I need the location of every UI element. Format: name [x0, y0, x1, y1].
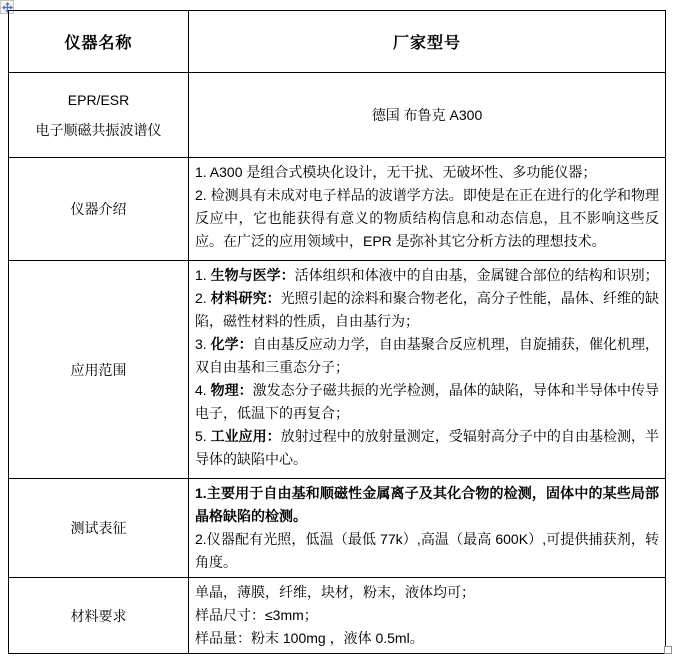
- table-resize-handle[interactable]: [664, 646, 672, 654]
- characterization-row: [9, 479, 666, 578]
- introduction-cell: [189, 158, 666, 261]
- header-manufacturer-model: 厂家型号: [189, 11, 666, 73]
- instrument-spec-table: [8, 10, 666, 654]
- list-item: 单晶，薄膜，纤维，块材，粉末，液体均可；: [195, 584, 475, 600]
- list-item: 1.主要用于自由基和顺磁性金属离子及其化合物的检测，固体中的某些局部晶格缺陷的检测。: [195, 485, 659, 524]
- intro-row: [9, 158, 666, 261]
- list-item: 4. 物理：激发态分子磁共振的光学检测，晶体的缺陷，导体和半导体中传导电子，低温下的再复合；: [195, 382, 660, 421]
- list-item: 2.仪器配有光照，低温（最低 77k）,高温（最高 600K）,可提供捕获剂，转角度。: [195, 531, 659, 570]
- characterization-cell: [189, 479, 666, 578]
- instrument-name-en: EPR/ESR: [67, 92, 130, 108]
- list-item: 3. 化学：自由基反应动力学，自由基聚合反应机理，自旋捕获，催化机理，双自由基和三重态分子；: [195, 336, 660, 375]
- application-row: [9, 261, 666, 479]
- list-item: 样品尺寸：≤3mm；: [195, 607, 318, 623]
- manufacturer-model-cell: 德国 布鲁克 A300: [189, 73, 666, 158]
- material-row: [9, 578, 666, 654]
- list-item: 2. 检测具有未成对电子样品的波谱学方法。即使是在正在进行的化学和物理反应中，它也能获得有意义的物质结构信息和动态信息，且不影响这些反应。在广泛的应用领域中，EPR 是弥补其它分析方法的理想技术。: [195, 187, 659, 249]
- instrument-name-cn: 电子顺磁共振波谱仪: [35, 122, 162, 138]
- instrument-name-cell: [9, 73, 189, 158]
- applications-cell: [189, 261, 666, 479]
- row-label-introduction: 仪器介绍: [9, 158, 189, 261]
- list-item: 5. 工业应用：放射过程中的放射量测定，受辐射高分子中的自由基检测，半导体的缺陷中心。: [195, 428, 660, 467]
- list-item: 2. 材料研究：光照引起的涂料和聚合物老化，高分子性能，晶体、纤维的缺陷，磁性材料的性质，自由基行为；: [195, 290, 660, 329]
- header-row: [9, 11, 666, 73]
- header-instrument-name: 仪器名称: [9, 11, 189, 73]
- row-label-material-requirements: 材料要求: [9, 578, 189, 654]
- row-label-characterization: 测试表征: [9, 479, 189, 578]
- instrument-row: [9, 73, 666, 158]
- list-item: 1. A300 是组合式模块化设计，无干扰、无破坏性、多功能仪器；: [195, 164, 597, 180]
- list-item: 样品量：粉末 100mg ，液体 0.5ml。: [195, 630, 424, 646]
- material-requirements-cell: [189, 578, 666, 654]
- list-item: 1. 生物与医学：活体组织和体液中的自由基，金属键合部位的结构和识别；: [195, 267, 659, 283]
- row-label-applications: 应用范围: [9, 261, 189, 479]
